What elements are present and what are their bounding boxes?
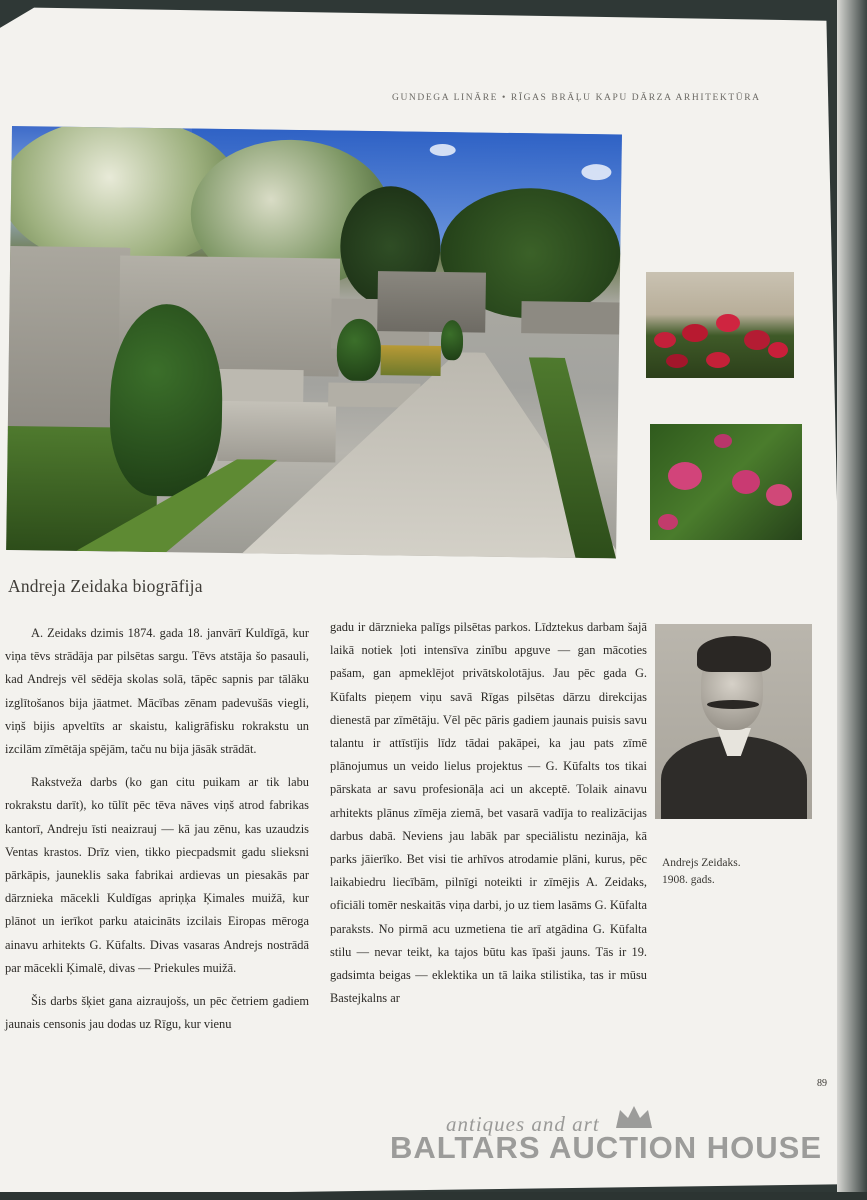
topiary-bush [109, 303, 224, 497]
mustache [707, 700, 759, 709]
relief-sculpture [377, 271, 486, 333]
running-head: GUNDEGA LINĀRE • RĪGAS BRĀĻU KAPU DĀRZA ARHITEKTŪRA [392, 93, 761, 103]
topiary-bush [336, 319, 381, 382]
section-heading: Andreja Zeidaka biogrāfija [8, 576, 203, 596]
rose [668, 462, 702, 490]
caption-line: 1908. gads. [662, 874, 715, 886]
rose [666, 354, 688, 368]
paragraph: gadu ir dārznieka palīgs pilsētas parkos. Līdztekus darbam šajā laikā notiek ļoti intensīva zinību apguve — gan mācoties pašam, gan apmeklējot privātskolotājus. Jau pēc gada G. Kūfalts pieņem viņu savā Rīgas pilsētas dārzu direkcijas dienestā par zīmētāju. Vēl pēc pāris gadiem jaunais puisis savu talantu ir attīstījis līdz tādai pakāpei, ka jau pats zīmē plānojumus un veido lielus projektus — G. Kūfalts tos tikai pārskata ar savu profesionāļa aci un akceptē. Tolaik ainavu arhitekts plānus zīmēja ziemā, bet vasarā vadīja to realizācijas darbus dabā. Neviens jau labāk par speciālistu nezināja, kā parks jāierīko. Bet visi tie arhīvos atrodamie plāni, kurus, pēc laikabiedru liecībām, pilnīgi noteikti ir zīmējis A. Zeidaks, oficiāli tomēr neskaitās viņa darbi, jo uz tiem lasāms G. Kūfalta paraksts. No pirmā acu uzmetiena tie arī atgādina G. Kūfalta stilu — nevar teikt, ka tajos būtu kas īpaši jauns. Tās ir 19. gadsimta beigas — eklektika un tā laika stilistika, tas ir mūsu Bastejkalns ar [330, 620, 647, 1006]
portrait-caption [662, 855, 802, 889]
page-number: 89 [817, 1078, 827, 1089]
text-column-left [5, 622, 309, 1036]
rose [706, 352, 730, 368]
rose [658, 514, 678, 530]
cloud [430, 144, 456, 156]
memorial-garden-photo [6, 126, 622, 558]
paragraph: Šis darbs šķiet gana aizraujošs, un pēc četriem gadiem jaunais censonis jau dodas uz Rīgu, kur vienu [5, 994, 309, 1032]
yellow-flowers [381, 345, 441, 376]
red-roses-photo [646, 272, 794, 378]
rose [682, 324, 708, 342]
pink-roses-photo [650, 424, 802, 540]
crown-icon [614, 1104, 654, 1130]
topiary-bush [441, 320, 464, 360]
watermark-tagline: antiques and art [446, 1112, 600, 1136]
rose [744, 330, 770, 350]
rose [732, 470, 760, 494]
text-column-right [330, 616, 647, 1010]
rose [654, 332, 676, 348]
paragraph: Rakstveža darbs (ko gan citu puikam ar tik labu rokrakstu darīt), ko tūlīt pēc tēva nāves viņš atrod fabrikas kantorī, Andreju īsti neaizrauj — kā jau zēnu, kas uzaudzis Ventas krastos. Drīz vien, tikko piecpadsmit gadu slieksni pārkāpis, jauneklis saka fabrikai ardievas un piesakās par dārznieka mācekli Kuldīgas apriņķa Ķimales muižā, kur plānot un ierīkot parku ataicināts izcilais Eiropas mēroga ainavu arhitekts G. Kūfalts. Divas vasaras Andrejs nostrādā par mācekli Ķimalē, divas — Priekules muižā. [5, 775, 309, 975]
caption-line: Andrejs Zeidaks. [662, 857, 741, 869]
paragraph: A. Zeidaks dzimis 1874. gada 18. janvārī Kuldīgā, kur viņa tēvs strādāja par pilsētas sargu. Tēvs atstāja šo pasauli, kad Andrejs vēl sēdēja skolas solā, tāpēc sapnis par tālāku izglītošanos bija jāatmet. Mācības zēnam padevušās viegli, viņš bijis apveltīts ar skaistu, kaligrāfisku rokrakstu un izcilām zīmētāja spējām, taču nu bija jāsāk strādāt. [5, 626, 309, 757]
page-edge-shadow [837, 0, 867, 1200]
bottom-edge [0, 1192, 867, 1200]
stone-block [217, 401, 336, 463]
watermark-logo: BALTARS AUCTION HOUSE [390, 1130, 823, 1165]
hair [697, 636, 771, 672]
rose [716, 314, 740, 332]
stone-wall [521, 301, 619, 334]
rose [768, 342, 788, 358]
rose [714, 434, 732, 448]
cloud [581, 164, 611, 180]
rose [766, 484, 792, 506]
portrait-photo [655, 624, 812, 819]
